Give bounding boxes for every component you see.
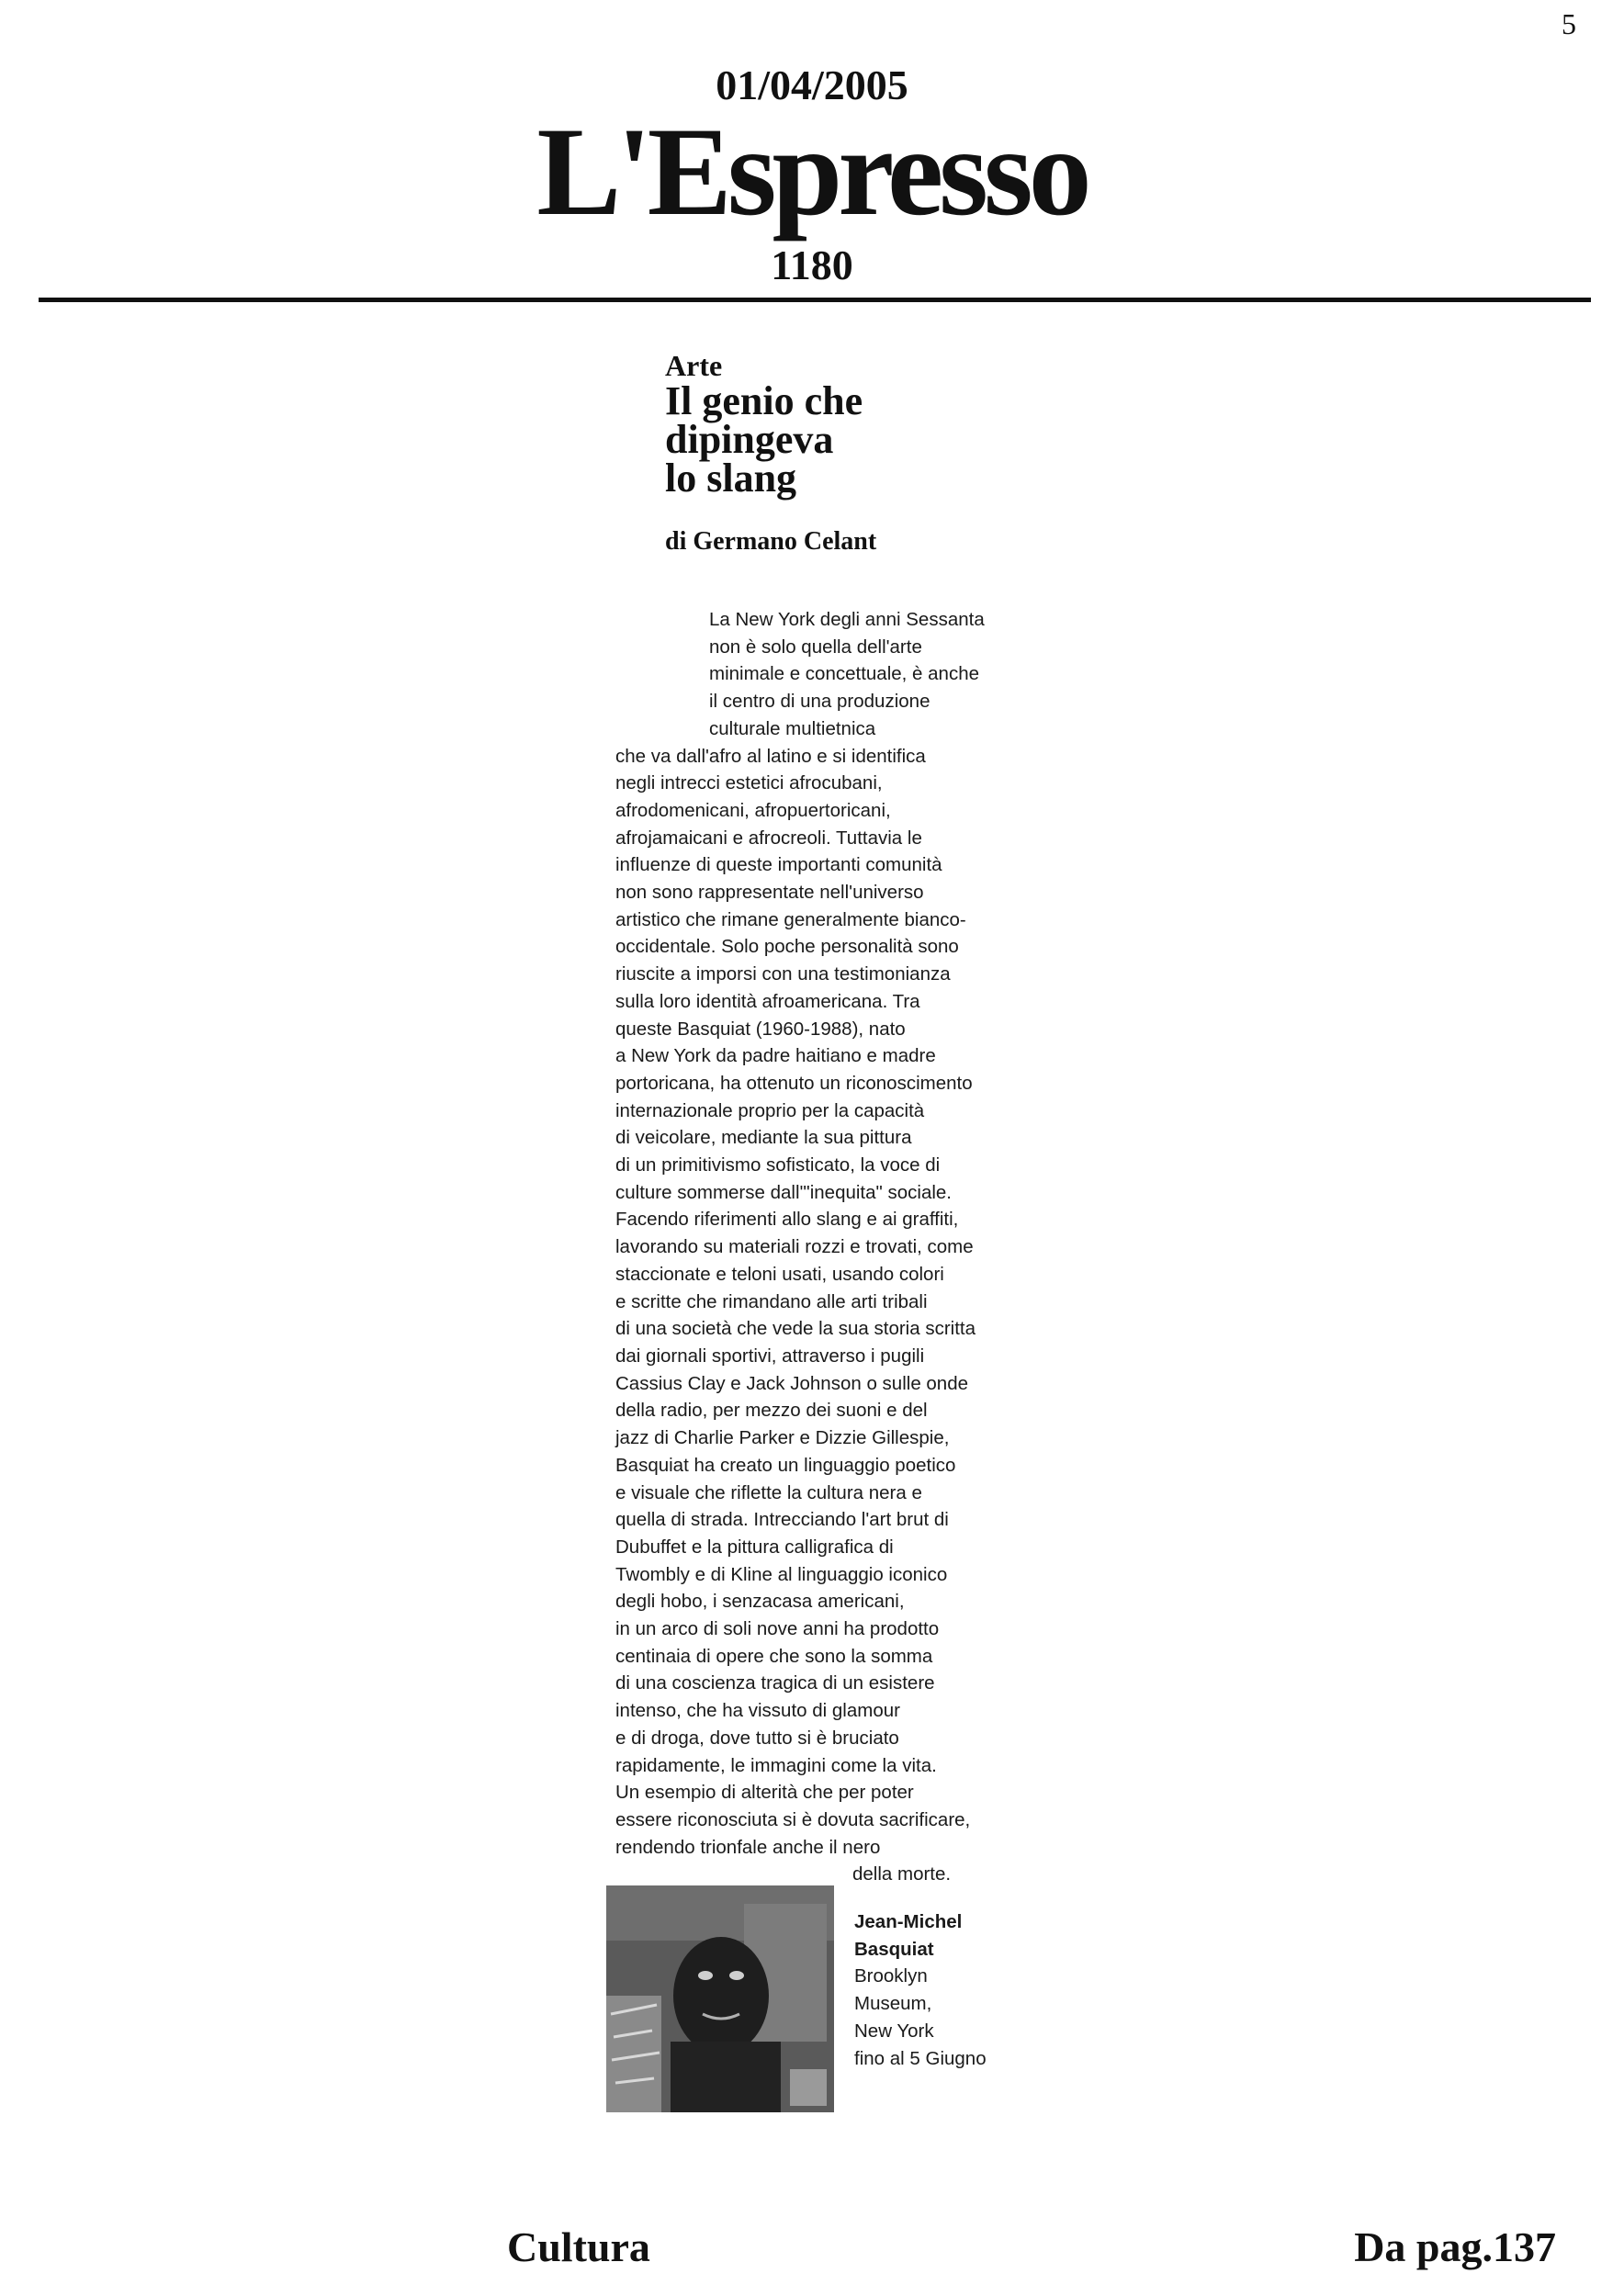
body-line: non sono rappresentate nell'universo: [615, 882, 924, 904]
body-line: intenso, che ha vissuto di glamour: [615, 1700, 900, 1722]
issue-number: 1180: [771, 242, 853, 288]
portrait-image: [606, 1885, 834, 2112]
body-line: di una società che vede la sua storia scritta: [615, 1318, 976, 1340]
body-line: artistico che rimane generalmente bianco-: [615, 908, 966, 930]
body-line: degli hobo, i senzacasa americani,: [615, 1591, 905, 1613]
body-line: occidentale. Solo poche personalità sono: [615, 936, 959, 958]
source-page-label: Da pag.137: [1354, 2223, 1556, 2270]
body-line: lavorando su materiali rozzi e trovati, come: [615, 1236, 974, 1258]
body-line: centinaia di opere che sono la somma: [615, 1645, 933, 1667]
body-line: della radio, per mezzo dei suoni e del: [615, 1400, 928, 1422]
body-line: in un arco di soli nove anni ha prodotto: [615, 1618, 940, 1640]
body-line: queste Basquiat (1960-1988), nato: [615, 1018, 906, 1040]
body-line: rapidamente, le immagini come la vita.: [615, 1754, 937, 1776]
body-line: e di droga, dove tutto si è bruciato: [615, 1727, 899, 1749]
body-line: minimale e concettuale, è anche: [709, 663, 980, 685]
caption-line: Brooklyn: [854, 1965, 928, 1987]
body-line: essere riconosciuta si è dovuta sacrificare,: [615, 1808, 971, 1830]
caption-line: Basquiat: [854, 1938, 934, 1960]
article-byline: di Germano Celant: [665, 527, 877, 556]
body-line: La New York degli anni Sessanta: [709, 609, 985, 630]
body-line: Facendo riferimenti allo slang e ai graffiti,: [615, 1209, 959, 1231]
headline-line: lo slang: [665, 456, 797, 501]
body-line: quella di strada. Intrecciando l'art brut di: [615, 1509, 949, 1531]
body-line: a New York da padre haitiano e madre: [615, 1045, 936, 1067]
body-line: riuscite a imporsi con una testimonianza: [615, 963, 951, 985]
page-number: 5: [1562, 7, 1576, 40]
body-line: Twombly e di Kline al linguaggio iconico: [615, 1563, 948, 1585]
photo-caption: [854, 1908, 987, 2072]
caption-line: Jean-Michel: [854, 1911, 963, 1932]
header-divider: [39, 298, 1591, 302]
caption-line: fino al 5 Giugno: [854, 2047, 987, 2069]
body-line: di veicolare, mediante la sua pittura: [615, 1127, 912, 1149]
body-line: internazionale proprio per la capacità: [615, 1099, 925, 1121]
body-line: Basquiat ha creato un linguaggio poetico: [615, 1454, 956, 1476]
publication-date: 01/04/2005: [716, 62, 908, 108]
section-label: Cultura: [507, 2223, 650, 2270]
body-line: rendendo trionfale anche il nero: [615, 1836, 881, 1858]
body-line: portoricana, ha ottenuto un riconoscimento: [615, 1072, 973, 1094]
body-line: il centro di una produzione: [709, 691, 930, 713]
article-body: [615, 606, 985, 1888]
body-line: Cassius Clay e Jack Johnson o sulle onde: [615, 1372, 969, 1394]
basquiat-photo: [606, 1885, 834, 2112]
body-line: non è solo quella dell'arte: [709, 636, 922, 658]
body-line: di un primitivismo sofisticato, la voce di: [615, 1154, 941, 1176]
body-line: e scritte che rimandano alle arti tribali: [615, 1290, 928, 1312]
body-line: sulla loro identità afroamericana. Tra: [615, 990, 920, 1012]
body-line: Un esempio di alterità che per poter: [615, 1782, 914, 1804]
body-line: culturale multietnica: [709, 717, 876, 739]
headline-line: Il genio che: [665, 378, 863, 423]
body-line: staccionate e teloni usati, usando colori: [615, 1263, 944, 1285]
body-line: di una coscienza tragica di un esistere: [615, 1672, 935, 1694]
article-kicker: Arte: [665, 349, 723, 382]
body-line: negli intrecci estetici afrocubani,: [615, 772, 883, 794]
body-line: che va dall'afro al latino e si identifica: [615, 745, 926, 767]
body-line: Dubuffet e la pittura calligrafica di: [615, 1536, 894, 1558]
body-line: dai giornali sportivi, attraverso i pugili: [615, 1345, 925, 1367]
article-headline: [665, 378, 1051, 501]
masthead-logo: L'Espresso: [536, 101, 1088, 242]
headline-line: dipingeva: [665, 417, 834, 462]
caption-line: New York: [854, 2020, 934, 2042]
caption-line: Museum,: [854, 1993, 932, 2015]
body-line: della morte.: [852, 1863, 952, 1885]
body-line: jazz di Charlie Parker e Dizzie Gillespie,: [615, 1427, 950, 1449]
body-line: afrojamaicani e afrocreoli. Tuttavia le: [615, 827, 922, 849]
body-line: influenze di queste importanti comunità: [615, 854, 942, 876]
body-line: culture sommerse dall'"inequita" sociale.: [615, 1181, 952, 1203]
body-line: afrodomenicani, afropuertoricani,: [615, 799, 891, 821]
body-line: e visuale che riflette la cultura nera e: [615, 1481, 922, 1503]
